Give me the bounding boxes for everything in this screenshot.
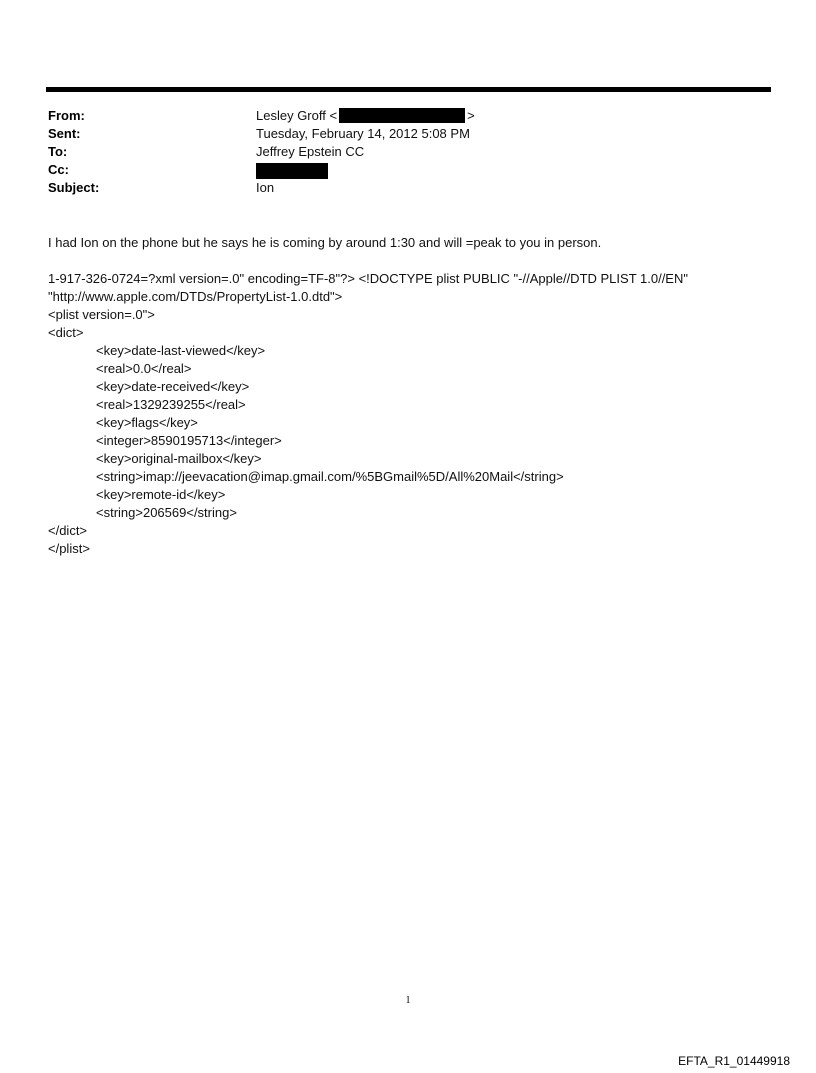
sent-row: [48, 125, 748, 143]
body-line: <key>date-last-viewed</key>: [96, 343, 266, 358]
subject-label: Subject:: [48, 180, 100, 195]
message-text: I had Ion on the phone but he says he is coming by around 1:30 and will =peak to you in person.: [48, 235, 602, 250]
body-line: <string>206569</string>: [96, 505, 237, 520]
body-line: <real>1329239255</real>: [96, 397, 246, 412]
cc-row: [48, 161, 748, 179]
body-line: <key>original-mailbox</key>: [96, 451, 262, 466]
body-line: <real>0.0</real>: [96, 361, 192, 376]
body-line: <key>flags</key>: [96, 415, 198, 430]
subject-value: Ion: [256, 180, 275, 195]
page-number: 1: [405, 995, 411, 1006]
email-body: [48, 234, 768, 558]
body-line: "http://www.apple.com/DTDs/PropertyList-1.0.dtd">: [48, 289, 343, 304]
body-line: 1-917-326-0724=?xml version=.0" encoding=TF-8"?> <!DOCTYPE plist PUBLIC "-//Apple//DTD PLIST 1.0//EN": [48, 271, 688, 286]
subject-row: [48, 179, 748, 197]
body-line: <string>imap://jeevacation@imap.gmail.com/%5BGmail%5D/All%20Mail</string>: [96, 469, 564, 484]
sent-label: Sent:: [48, 126, 81, 141]
from-value: [256, 107, 475, 125]
redaction-block: [339, 108, 465, 123]
to-row: [48, 143, 748, 161]
from-close: >: [467, 108, 475, 123]
document-id: EFTA_R1_01449918: [678, 1054, 790, 1068]
body-line: <key>remote-id</key>: [96, 487, 226, 502]
from-label: From:: [48, 108, 85, 123]
from-name: Lesley Groff <: [256, 108, 338, 123]
header-rule: [46, 87, 771, 92]
email-header: [48, 107, 748, 197]
sent-value: Tuesday, February 14, 2012 5:08 PM: [256, 126, 470, 141]
body-line: </dict>: [48, 523, 88, 538]
body-line: <integer>8590195713</integer>: [96, 433, 282, 448]
body-line: <plist version=.0">: [48, 307, 155, 322]
body-line: <key>date-received</key>: [96, 379, 250, 394]
to-label: To:: [48, 144, 68, 159]
redaction-block: [256, 163, 328, 179]
cc-label: Cc:: [48, 162, 69, 177]
to-value: Jeffrey Epstein CC: [256, 144, 365, 159]
cc-value: [256, 161, 328, 179]
from-row: [48, 107, 748, 125]
body-line: </plist>: [48, 541, 90, 556]
body-line: <dict>: [48, 325, 84, 340]
